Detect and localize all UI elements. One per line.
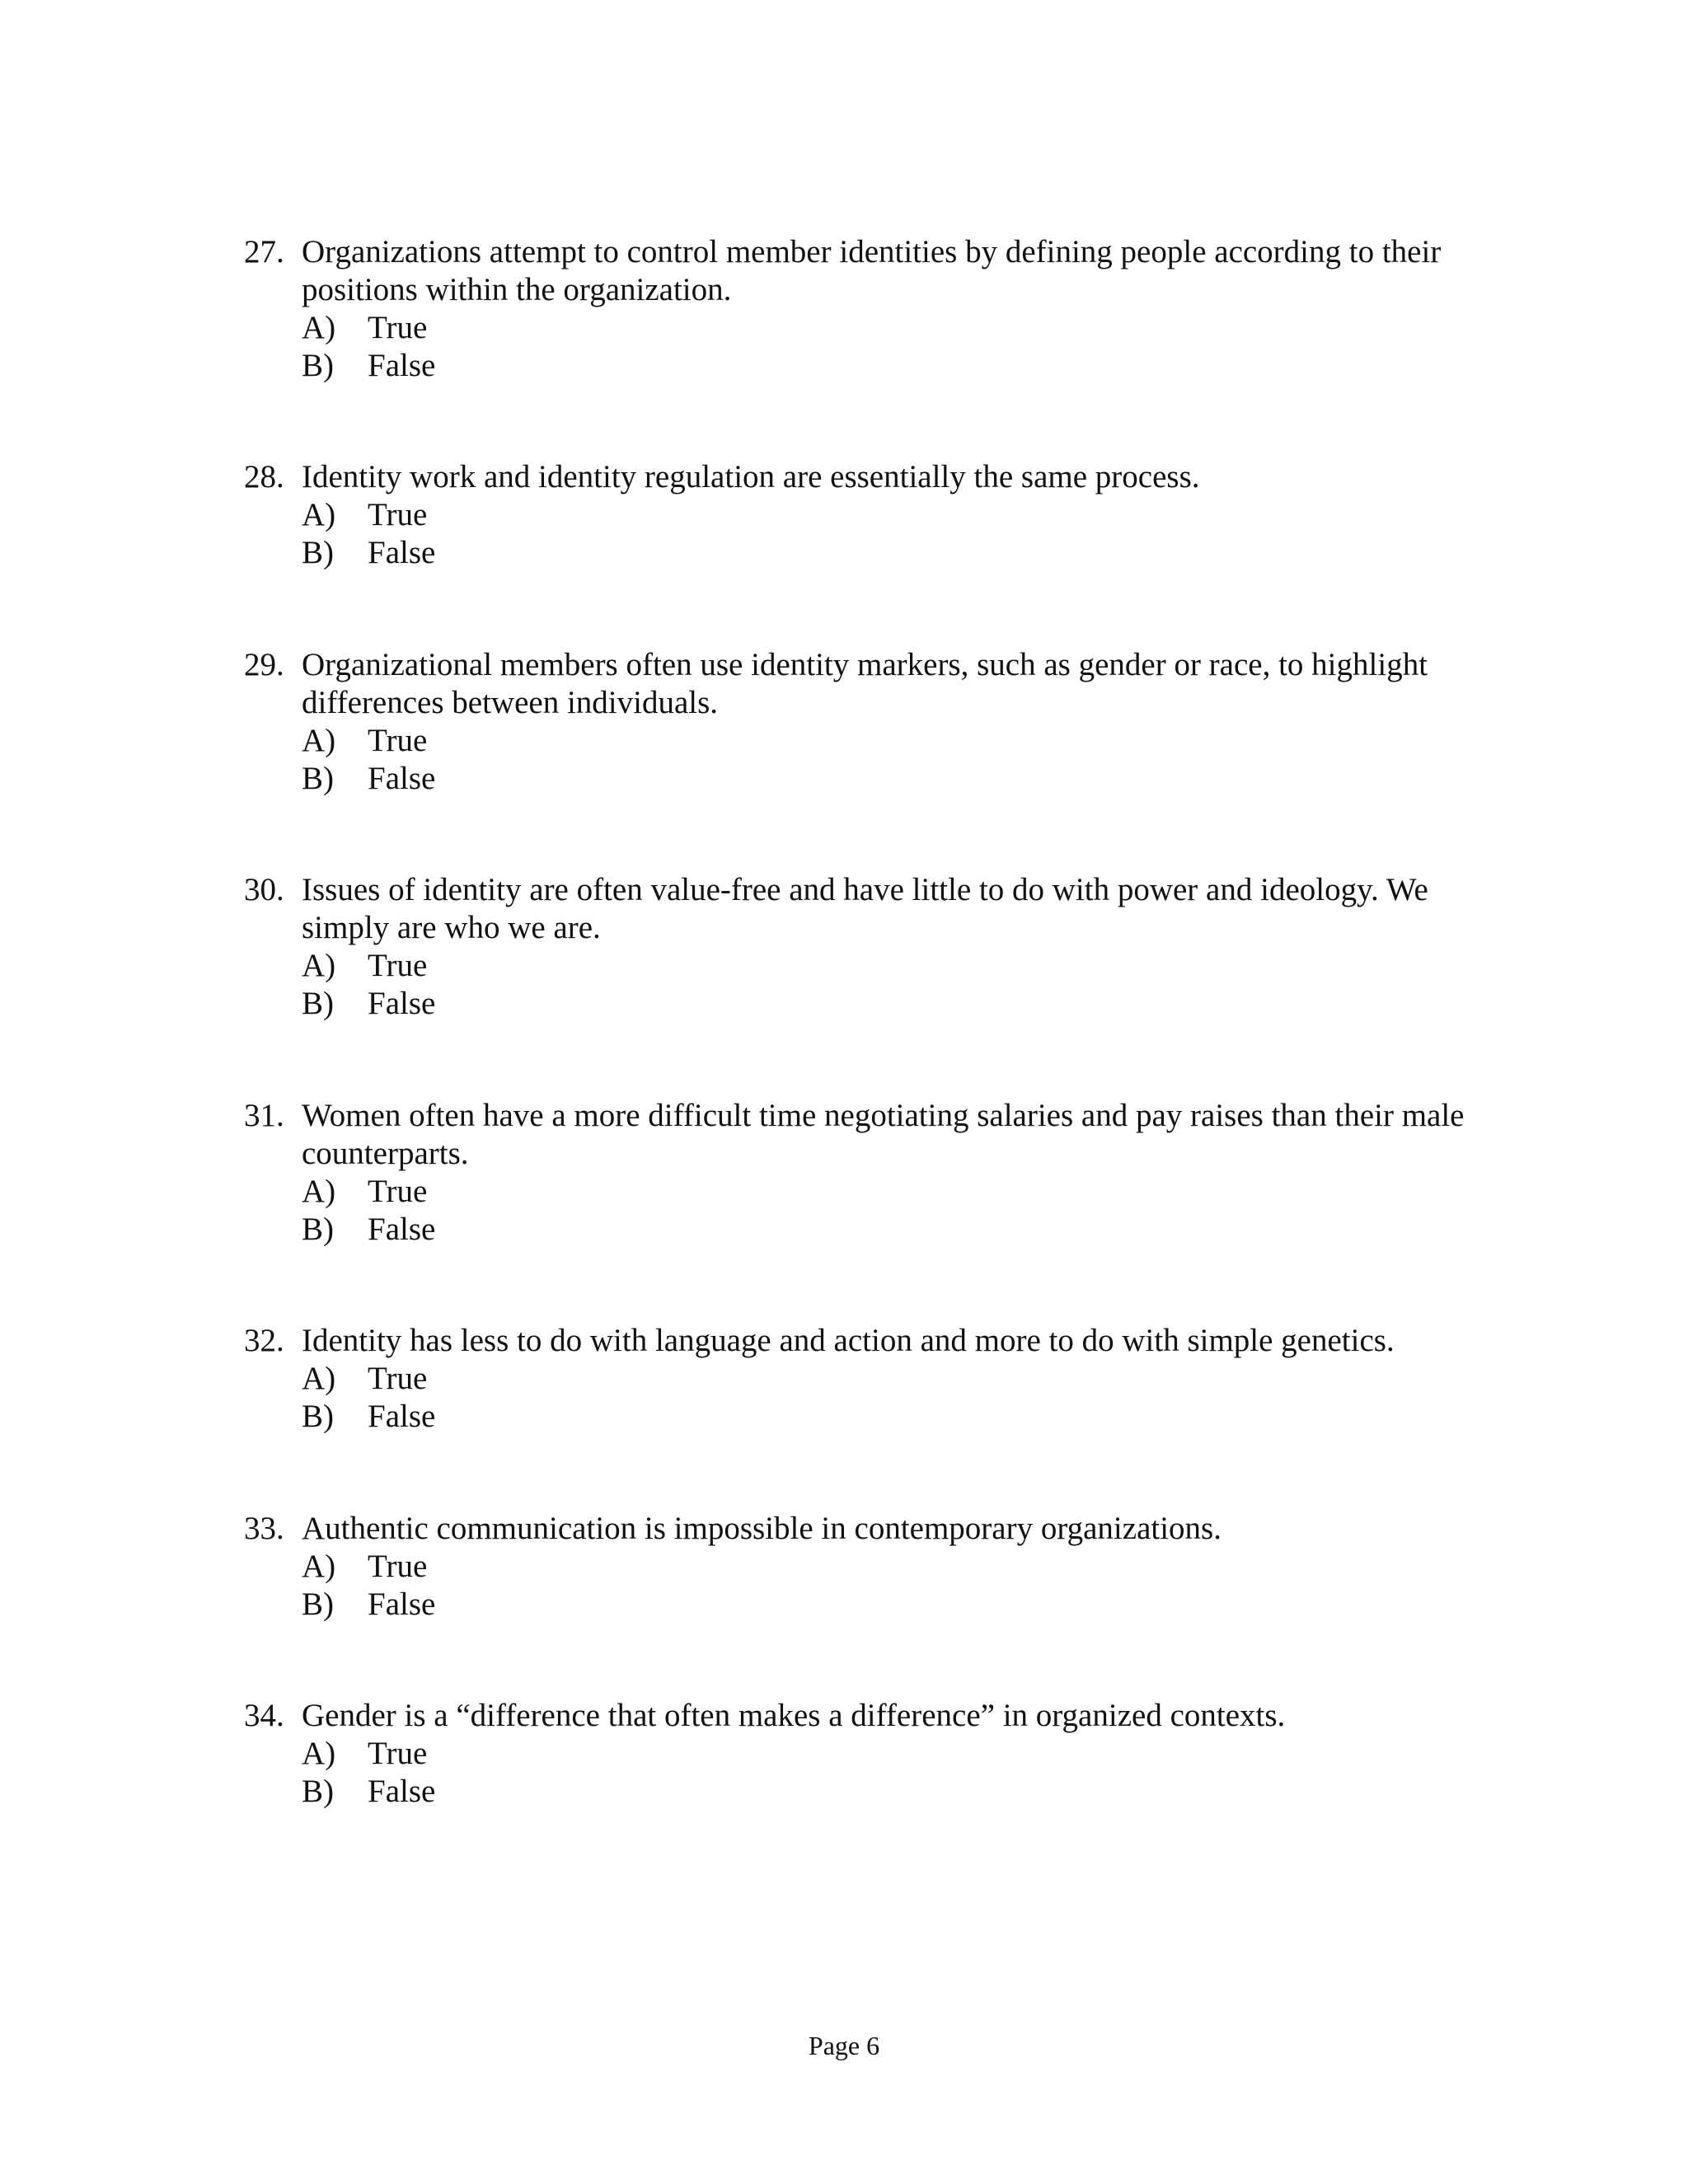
option-text: False — [368, 1399, 436, 1434]
option-letter: A) — [302, 723, 336, 758]
question-number: 34. — [244, 1698, 284, 1733]
option-letter: A) — [302, 310, 336, 345]
option-a[interactable] — [302, 722, 1497, 760]
option-letter: A) — [302, 948, 336, 983]
question-text: Gender is a “difference that often makes a difference” in organized contexts. — [302, 1698, 1286, 1733]
question-27 — [244, 233, 1497, 385]
option-a[interactable] — [302, 1360, 1497, 1398]
option-text: True — [368, 497, 428, 532]
option-text: True — [368, 948, 428, 983]
answer-options — [302, 947, 1497, 1023]
question-number: 30. — [244, 872, 284, 907]
option-b[interactable] — [302, 985, 1497, 1023]
option-text: False — [368, 761, 436, 796]
option-letter: A) — [302, 497, 336, 532]
question-number: 29. — [244, 647, 284, 682]
answer-options — [302, 722, 1497, 798]
question-number: 31. — [244, 1098, 284, 1133]
option-text: False — [368, 1774, 436, 1809]
option-a[interactable] — [302, 1735, 1497, 1773]
option-letter: B) — [302, 761, 334, 796]
option-letter: A) — [302, 1549, 336, 1584]
question-33 — [244, 1510, 1497, 1624]
question-text: Identity has less to do with language and action and more to do with simple genetics. — [302, 1323, 1395, 1358]
answer-options — [302, 1548, 1497, 1624]
option-letter: B) — [302, 535, 334, 570]
question-number: 27. — [244, 234, 284, 269]
option-a[interactable] — [302, 496, 1497, 534]
answer-options — [302, 1173, 1497, 1249]
option-letter: A) — [302, 1361, 336, 1396]
option-letter: A) — [302, 1736, 336, 1771]
question-number: 32. — [244, 1323, 284, 1358]
option-text: False — [368, 986, 436, 1021]
option-letter: B) — [302, 986, 334, 1021]
option-b[interactable] — [302, 1211, 1497, 1249]
option-text: True — [368, 1549, 428, 1584]
question-text: Women often have a more difficult time negotiating salaries and pay raises than their male counterparts. — [302, 1098, 1465, 1171]
option-b[interactable] — [302, 1773, 1497, 1811]
option-text: True — [368, 1736, 428, 1771]
question-text: Authentic communication is impossible in contemporary organizations. — [302, 1511, 1221, 1546]
option-text: False — [368, 1212, 436, 1247]
option-b[interactable] — [302, 760, 1497, 798]
question-text: Organizational members often use identity markers, such as gender or race, to highlight differences between individuals. — [302, 647, 1428, 720]
question-34 — [244, 1697, 1497, 1811]
question-text: Issues of identity are often value-free and have little to do with power and ideology. We simply are who we are. — [302, 872, 1428, 945]
page-number: Page 6 — [808, 2031, 880, 2060]
question-number: 33. — [244, 1511, 284, 1546]
answer-options — [302, 309, 1497, 385]
option-b[interactable] — [302, 347, 1497, 385]
question-text: Organizations attempt to control member identities by defining people according to their positions within the organization. — [302, 234, 1442, 307]
option-letter: A) — [302, 1174, 336, 1209]
option-b[interactable] — [302, 534, 1497, 572]
option-a[interactable] — [302, 309, 1497, 347]
option-text: False — [368, 348, 436, 383]
option-letter: B) — [302, 348, 334, 383]
option-text: False — [368, 535, 436, 570]
option-letter: B) — [302, 1212, 334, 1247]
option-a[interactable] — [302, 1548, 1497, 1586]
question-30 — [244, 871, 1497, 1023]
option-letter: B) — [302, 1399, 334, 1434]
option-a[interactable] — [302, 947, 1497, 985]
option-a[interactable] — [302, 1173, 1497, 1211]
option-text: True — [368, 723, 428, 758]
option-letter: B) — [302, 1586, 334, 1622]
question-28 — [244, 458, 1497, 572]
option-b[interactable] — [302, 1586, 1497, 1624]
option-letter: B) — [302, 1774, 334, 1809]
answer-options — [302, 1360, 1497, 1436]
option-text: True — [368, 1174, 428, 1209]
question-32 — [244, 1322, 1497, 1436]
question-29 — [244, 646, 1497, 798]
question-text: Identity work and identity regulation are essentially the same process. — [302, 459, 1200, 494]
question-number: 28. — [244, 459, 284, 494]
question-31 — [244, 1097, 1497, 1249]
option-b[interactable] — [302, 1398, 1497, 1436]
option-text: True — [368, 310, 428, 345]
answer-options — [302, 1735, 1497, 1811]
option-text: False — [368, 1586, 436, 1622]
answer-options — [302, 496, 1497, 572]
option-text: True — [368, 1361, 428, 1396]
